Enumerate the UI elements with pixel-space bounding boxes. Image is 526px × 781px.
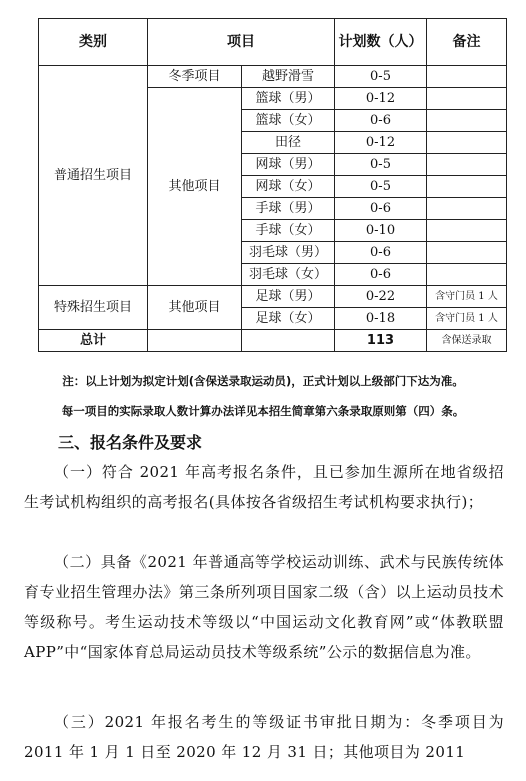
remark-cell [427, 88, 507, 110]
quota-cell: 0-6 [335, 264, 427, 286]
section-heading: 三、报名条件及要求 [58, 433, 203, 452]
header-remark: 备注 [427, 19, 507, 66]
quota-cell: 0-22 [335, 286, 427, 308]
remark-cell [427, 264, 507, 286]
header-category: 类别 [39, 19, 148, 66]
quota-cell: 0-5 [335, 66, 427, 88]
quota-cell: 0-5 [335, 154, 427, 176]
paragraph-3: （三）2021 年报名考生的等级证书审批日期为：冬季项目为 2011 年 1 月 1 日至 2020 年 12 月 31 日；其他项目为 2011 [24, 713, 504, 761]
table-row [39, 66, 507, 88]
quota-cell: 0-6 [335, 198, 427, 220]
sport-cell: 网球（男） [242, 154, 335, 176]
quota-cell: 0-12 [335, 88, 427, 110]
sport-cell: 田径 [242, 132, 335, 154]
note-line-1: 注：以上计划为拟定计划(含保送录取运动员)，正式计划以上级部门下达为准。 [62, 374, 464, 388]
remark-cell [427, 110, 507, 132]
sport-cell: 羽毛球（男） [242, 242, 335, 264]
quota-cell: 0-10 [335, 220, 427, 242]
total-row [39, 330, 507, 352]
remark-cell: 含守门员 1 人 [427, 308, 507, 330]
group-winter: 冬季项目 [148, 66, 242, 88]
quota-cell: 0-5 [335, 176, 427, 198]
quota-cell: 0-6 [335, 110, 427, 132]
header-quota: 计划数（人） [335, 19, 427, 66]
remark-cell [427, 132, 507, 154]
group-special-other: 其他项目 [148, 286, 242, 330]
total-value: 113 [335, 330, 427, 352]
remark-cell [427, 176, 507, 198]
remark-cell [427, 242, 507, 264]
quota-cell: 0-6 [335, 242, 427, 264]
total-remark: 含保送录取 [427, 330, 507, 352]
total-label: 总计 [39, 330, 148, 352]
sport-cell: 足球（男） [242, 286, 335, 308]
sport-cell: 篮球（男） [242, 88, 335, 110]
sport-cell: 足球（女） [242, 308, 335, 330]
category-special: 特殊招生项目 [39, 286, 148, 330]
quota-cell: 0-12 [335, 132, 427, 154]
sport-cell: 手球（女） [242, 220, 335, 242]
quota-cell: 0-18 [335, 308, 427, 330]
paragraph-2: （二）具备《2021 年普通高等学校运动训练、武术与民族传统体育专业招生管理办法》第三条所列项目国家二级（含）以上运动员技术等级称号。考生运动技术等级以“中国运动文化教育网”或“体教联盟 APP”中“国家体育总局运动员技术等级系统”公示的数据信息为准。 [24, 553, 504, 661]
remark-cell [427, 220, 507, 242]
sport-cell: 网球（女） [242, 176, 335, 198]
remark-cell [427, 154, 507, 176]
sport-cell: 越野滑雪 [242, 66, 335, 88]
total-empty-cell [148, 330, 242, 352]
group-other: 其他项目 [148, 88, 242, 286]
sport-cell: 篮球（女） [242, 110, 335, 132]
total-empty-cell [242, 330, 335, 352]
sport-cell: 手球（男） [242, 198, 335, 220]
category-general: 普通招生项目 [39, 66, 148, 286]
table-row [39, 286, 507, 308]
enrollment-plan-table [38, 18, 507, 352]
note-line-2: 每一项目的实际录取人数计算办法详见本招生简章第六条录取原则第（四）条。 [61, 404, 465, 418]
paragraph-1: （一）符合 2021 年高考报名条件，且已参加生源所在地省级招生考试机构组织的高考报名(具体按各省级招生考试机构要求执行)； [24, 463, 504, 511]
sport-cell: 羽毛球（女） [242, 264, 335, 286]
remark-cell: 含守门员 1 人 [427, 286, 507, 308]
table-header-row [39, 19, 507, 66]
remark-cell [427, 198, 507, 220]
header-item: 项目 [148, 19, 335, 66]
remark-cell [427, 66, 507, 88]
